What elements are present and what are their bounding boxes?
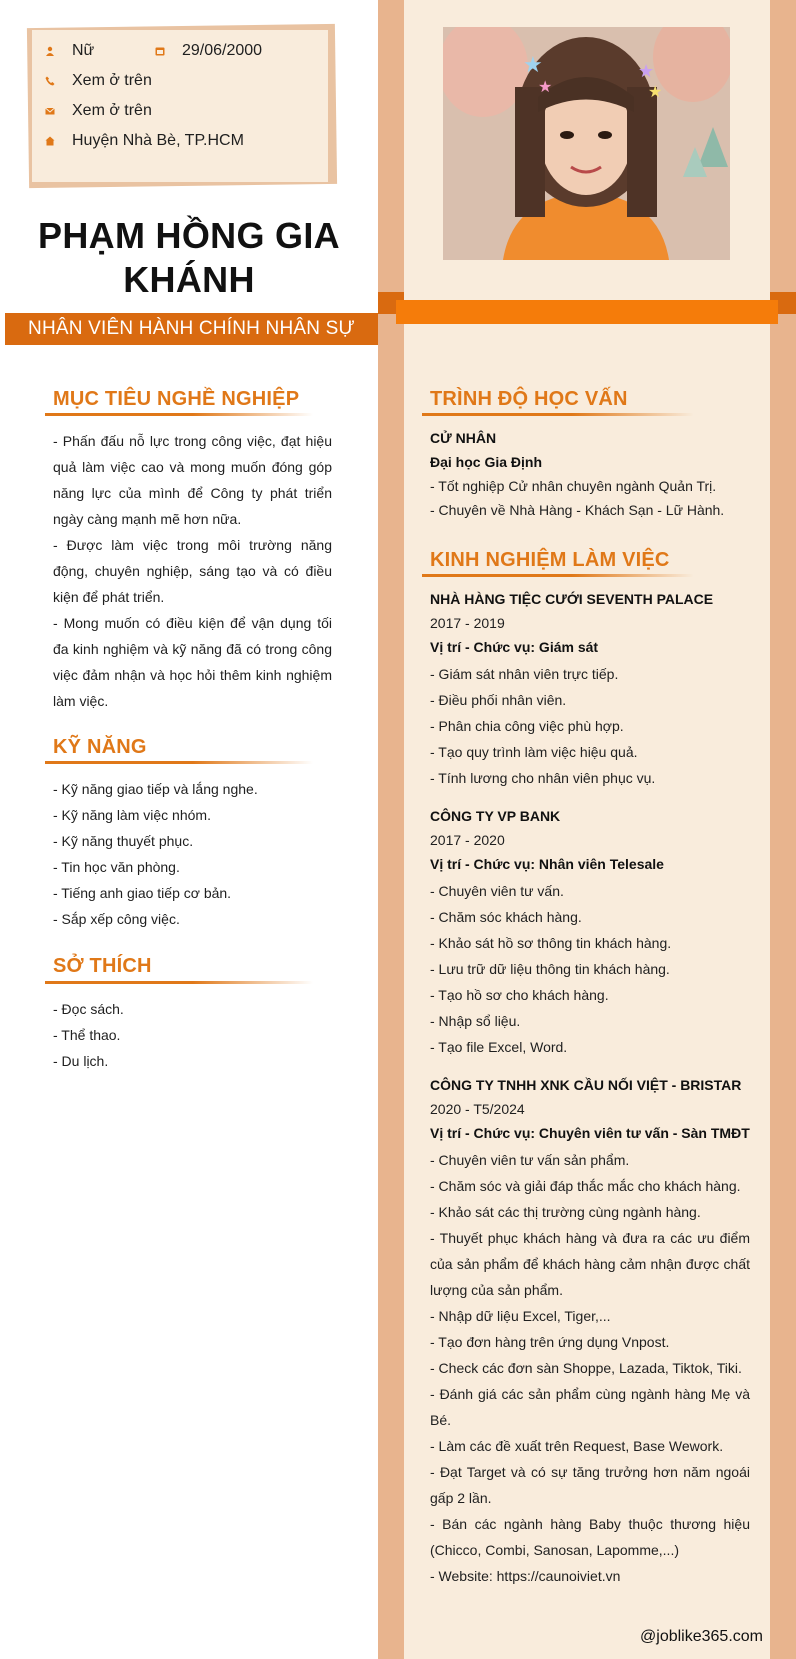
job-duty: - Điều phối nhân viên. [430,692,567,708]
skill-item: - Kỹ năng làm việc nhóm. [53,807,211,823]
name-line-2: KHÁNH [123,258,255,300]
job-position: Vị trí - Chức vụ: Chuyên viên tư vấn - Sàn TMĐT [430,1125,750,1141]
job-duty: - Bán các ngành hàng Baby thuộc thương hiệu (Chicco, Combi, Sanosan, Lapomme,...) [430,1516,750,1558]
phone-value: Xem ở trên [72,72,152,89]
job-duty: - Khảo sát các thị trường cùng ngành hàng. [430,1204,701,1220]
experience-title: KINH NGHIỆM LÀM VIỆC [430,549,670,571]
job-duty: - Giám sát nhân viên trực tiếp. [430,666,619,682]
objective-item: - Phấn đấu nỗ lực trong công việc, đạt hiệu quả làm việc cao và mong muốn đóng góp năng lực của mình để Công ty phát triển ngày càng mạnh mẽ hơn nữa. [53,433,332,527]
contact-email [42,102,152,120]
objective-item: - Được làm việc trong môi trường năng động, chuyên nghiệp, sáng tạo và có điều kiện để phát triển. [53,537,332,605]
education-item: - Chuyên về Nhà Hàng - Khách Sạn - Lữ Hành. [430,502,725,518]
job-duty: - Tính lương cho nhân viên phục vụ. [430,770,656,786]
home-icon [42,133,58,149]
contact-birthday [152,42,262,60]
phone-icon [42,73,58,89]
profile-photo [443,27,730,260]
job-duty: - Đạt Target và có sự tăng trưởng hơn năm ngoái gấp 2 lần. [430,1464,750,1506]
job-company: CÔNG TY VP BANK [430,808,561,824]
hobby-item: - Đọc sách. [53,1001,124,1017]
education-underline [422,413,694,416]
job-duty: - Check các đơn sàn Shoppe, Lazada, Tiktok, Tiki. [430,1360,742,1376]
objective-underline [45,413,313,416]
education-degree: CỬ NHÂN [430,430,497,446]
job-position: Vị trí - Chức vụ: Nhân viên Telesale [430,856,664,872]
mail-icon [42,103,58,119]
job-position: Vị trí - Chức vụ: Giám sát [430,639,599,655]
job-title: NHÂN VIÊN HÀNH CHÍNH NHÂN SỰ [5,313,378,345]
education-item: - Tốt nghiệp Cử nhân chuyên ngành Quản Trị. [430,478,717,494]
job-duty: - Chăm sóc khách hàng. [430,909,582,925]
job-duty: - Làm các đề xuất trên Request, Base Wework. [430,1438,724,1454]
hobby-item: - Thể thao. [53,1027,121,1043]
objective-body [53,428,332,714]
skill-item: - Tin học văn phòng. [53,859,180,875]
job-duty: - Thuyết phục khách hàng và đưa ra các ưu điểm của sản phẩm để khách hàng cảm nhận được chất lượng của sản phẩm. [430,1230,750,1298]
birthday-value: 29/06/2000 [182,42,263,59]
job-duty: - Chuyên viên tư vấn sản phẩm. [430,1152,630,1168]
experience-underline [422,574,694,577]
job-duties [430,661,750,791]
hobbies-body [53,996,332,1074]
job-duty: - Chuyên viên tư vấn. [430,883,564,899]
svg-text:★: ★ [638,61,655,81]
job-header [430,587,750,659]
job-duty: - Tạo hồ sơ cho khách hàng. [430,987,609,1003]
hobbies-underline [45,981,313,984]
job-period: 2020 - T5/2024 [430,1101,525,1117]
job-duties [430,878,750,1060]
candidate-name [0,214,378,302]
hobby-item: - Du lịch. [53,1053,109,1069]
svg-text:★: ★ [523,52,543,77]
education-title: TRÌNH ĐỘ HỌC VẤN [430,388,628,410]
skills-title: KỸ NĂNG [53,736,147,758]
job-header [430,804,750,876]
job-duty: - Lưu trữ dữ liệu thông tin khách hàng. [430,961,670,977]
job-period: 2017 - 2019 [430,615,505,631]
skill-item: - Kỹ năng giao tiếp và lắng nghe. [53,781,258,797]
job-company: CÔNG TY TNHH XNK CẦU NỐI VIỆT - BRISTAR [430,1077,742,1093]
footer-watermark: @joblike365.com [640,1628,763,1645]
skill-item: - Kỹ năng thuyết phục. [53,833,194,849]
skill-item: - Sắp xếp công việc. [53,911,180,927]
job-duty: - Đánh giá các sản phẩm cùng ngành hàng Mẹ và Bé. [430,1386,750,1428]
contact-phone [42,72,152,90]
job-duty: - Nhập sổ liệu. [430,1013,521,1029]
svg-text:★: ★ [648,84,663,101]
job-duty: - Phân chia công việc phù hợp. [430,718,624,734]
contact-gender [42,42,94,60]
job-period: 2017 - 2020 [430,832,505,848]
job-duty: - Tạo đơn hàng trên ứng dụng Vnpost. [430,1334,670,1350]
name-line-1: PHẠM HỒNG GIA [38,215,340,256]
hobbies-title: SỞ THÍCH [53,955,152,977]
job-duties [430,1147,750,1589]
education-body [430,426,750,522]
job-duty: - Khảo sát hồ sơ thông tin khách hàng. [430,935,672,951]
decor-orange-bar [396,300,778,324]
user-icon [42,43,58,59]
job-company: NHÀ HÀNG TIỆC CƯỚI SEVENTH PALACE [430,591,714,607]
job-duty: - Tạo quy trình làm việc hiệu quả. [430,744,638,760]
job-duty: - Nhập dữ liệu Excel, Tiger,... [430,1308,611,1324]
job-header [430,1073,750,1145]
job-duty: - Chăm sóc và giải đáp thắc mắc cho khách hàng. [430,1178,741,1194]
job-duty[interactable]: - Website: https://caunoiviet.vn [430,1568,621,1584]
job-duty: - Tạo file Excel, Word. [430,1039,568,1055]
contact-card [32,30,328,182]
skills-body [53,776,332,932]
calendar-icon [152,43,168,59]
education-school: Đại học Gia Định [430,454,543,470]
gender-value: Nữ [72,42,95,59]
email-value: Xem ở trên [72,102,152,119]
contact-address [42,132,244,150]
objective-item: - Mong muốn có điều kiện để vận dụng tối đa kinh nghiệm và kỹ năng đã có trong công việc đảm nhận và học hỏi thêm kinh nghiệm làm việc. [53,615,332,709]
skills-underline [45,761,313,764]
address-value: Huyện Nhà Bè, TP.HCM [72,132,244,149]
svg-text:★: ★ [538,79,553,96]
objective-title: MỤC TIÊU NGHỀ NGHIỆP [53,388,300,410]
skill-item: - Tiếng anh giao tiếp cơ bản. [53,885,232,901]
